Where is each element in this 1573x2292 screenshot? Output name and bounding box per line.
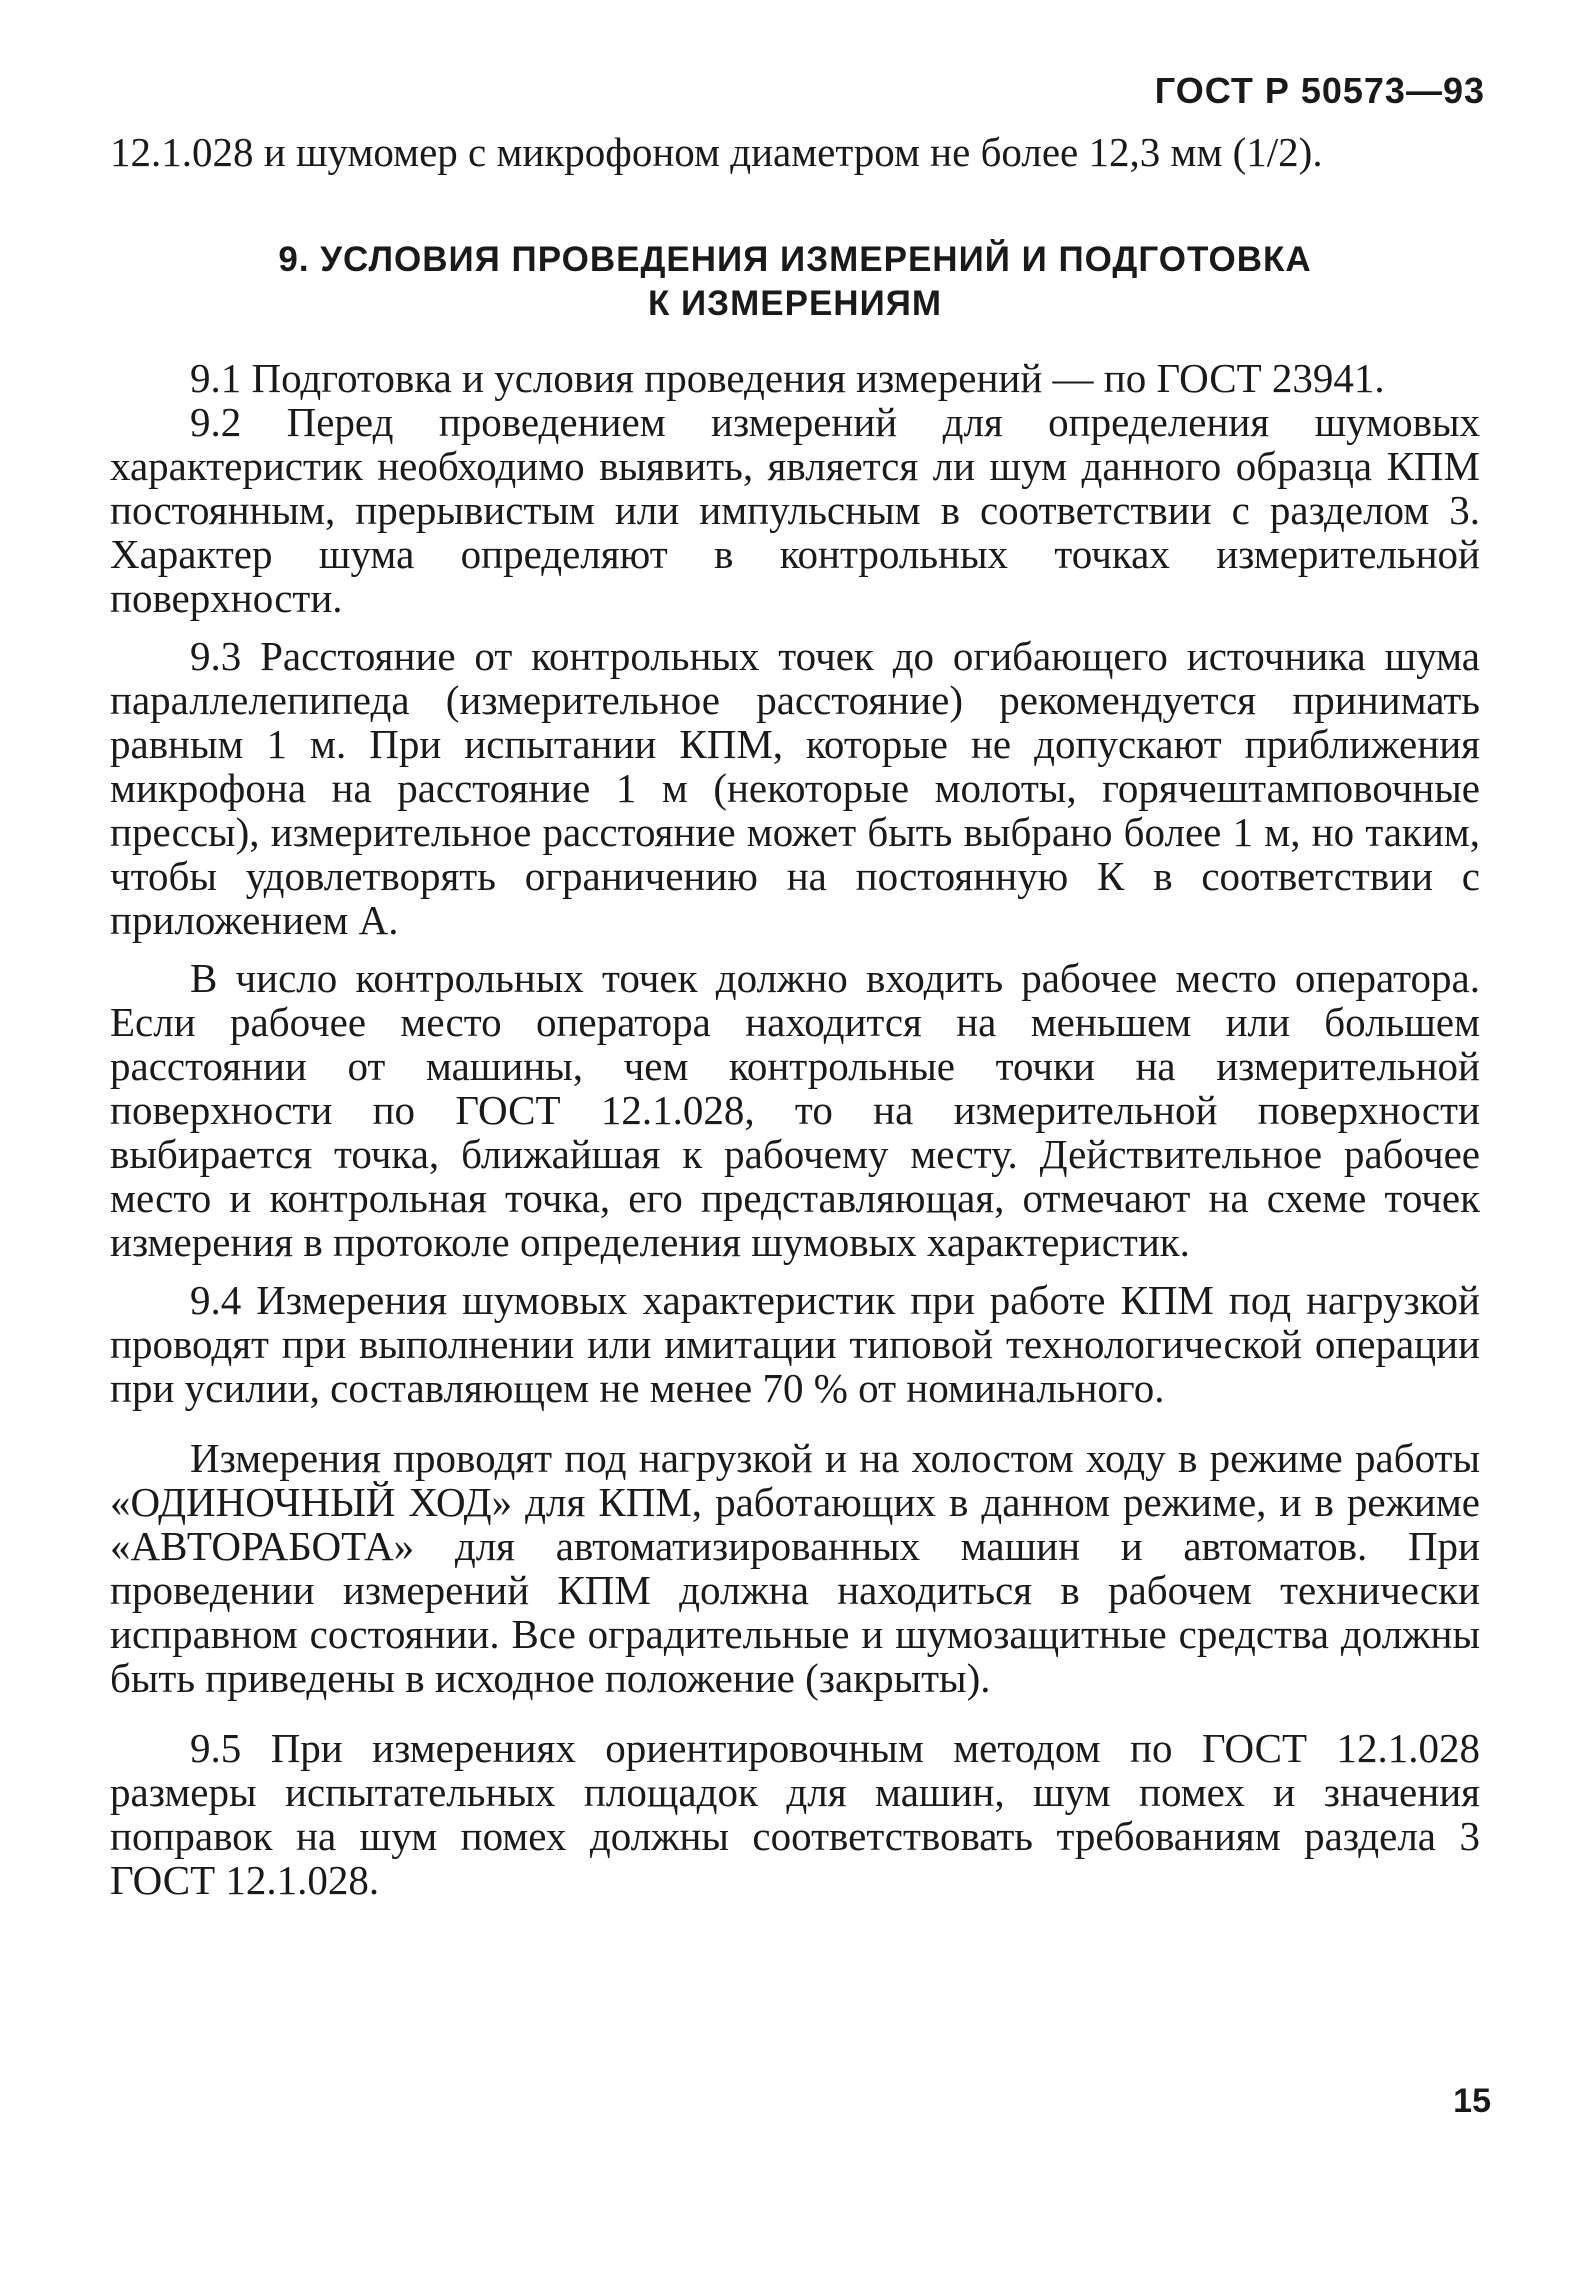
paragraph-9-4: 9.4 Измерения шумовых характеристик при работе КПМ под нагрузкой проводят при выполнении или имитации типовой технологической операции при усилии, составляющем не менее 70 % от номинального. [110, 1277, 1480, 1411]
paragraph-9-1: 9.1 Подготовка и условия проведения измерений — по ГОСТ 23941. [190, 355, 1385, 401]
paragraph-9-4-continued: Измерения проводят под нагрузкой и на холостом ходу в режиме работы «ОДИНОЧНЫЙ ХОД» для КПМ, работающих в данном режиме, и в режиме «АВТОРАБОТА» для автоматизированных машин и автоматов. При проведении измерений КПМ должна находиться в рабочем технически исправном состоянии. Все оградительные и шумозащитные средства должны быть приведены в исходное положение (закрыты). [110, 1435, 1480, 1701]
paragraph-9-2: 9.2 Перед проведением измерений для определения шумовых характеристик необходимо выявить, является ли шум данного образца КПМ постоянным, прерывистым или импульсным в соответствии с разделом 3. Характер шума определяют в контрольных точках измерительной поверхности. [110, 399, 1480, 621]
document-code-header: ГОСТ Р 50573—93 [1154, 70, 1485, 111]
section-heading-line-1: 9. УСЛОВИЯ ПРОВЕДЕНИЯ ИЗМЕРЕНИЙ И ПОДГОТОВКА [278, 240, 1312, 279]
intro-paragraph: 12.1.028 и шумомер с микрофоном диаметром не более 12,3 мм (1/2). [110, 129, 1323, 175]
document-page [110, 70, 1485, 1903]
paragraph-9-5: 9.5 При измерениях ориентировочным методом по ГОСТ 12.1.028 размеры испытательных площадок для машин, шум помех и значения поправок на шум помех должны соответствовать требованиям раздела 3 ГОСТ 12.1.028. [110, 1725, 1480, 1903]
section-heading [110, 238, 1480, 326]
page-number: 15 [1453, 2082, 1491, 2120]
section-heading-line-2: К ИЗМЕРЕНИЯМ [647, 284, 943, 323]
paragraph-9-3-continued: В число контрольных точек должно входить рабочее место оператора. Если рабочее место оператора находится на меньшем или большем расстоянии от машины, чем контрольные точки на измерительной поверхности по ГОСТ 12.1.028, то на измерительной поверхности выбирается точка, ближайшая к рабочему месту. Действительное рабочее место и контрольная точка, его представляющая, отмечают на схеме точек измерения в протоколе определения шумовых характеристик. [110, 955, 1480, 1265]
paragraph-9-3: 9.3 Расстояние от контрольных точек до огибающего источника шума параллелепипеда (измерительное расстояние) рекомендуется принимать равным 1 м. При испытании КПМ, которые не допускают приближения микрофона на расстояние 1 м (некоторые молоты, горячештамповочные прессы), измерительное расстояние может быть выбрано более 1 м, но таким, чтобы удовлетворять ограничению на постоянную К в соответствии с приложением А. [110, 633, 1480, 943]
